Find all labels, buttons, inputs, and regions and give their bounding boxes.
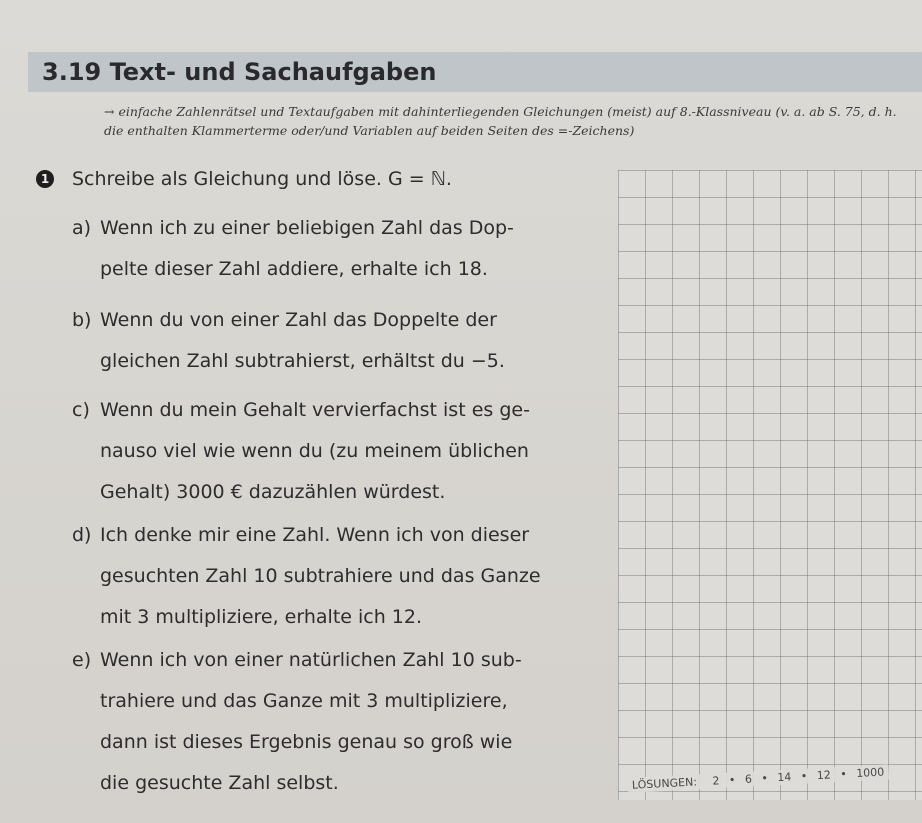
task-item-a	[72, 208, 572, 290]
item-label: d)	[72, 524, 92, 546]
task-item-d	[72, 515, 572, 638]
item-text-line: die gesuchte Zahl selbst.	[100, 772, 339, 794]
item-text-line: Wenn ich zu einer beliebigen Zahl das Dop-	[100, 217, 514, 239]
item-text-line: dann ist dieses Ergebnis genau so groß wie	[100, 731, 513, 753]
section-title	[42, 58, 436, 86]
intro-text: einfache Zahlenrätsel und Textaufgaben mit dahinterliegenden Gleichungen (meist) auf 8.-Klassniveau (v. a. ab S. 75, d. h. die enthalten Klammerterme oder/und Variablen auf beiden Seiten des =-Zeichens)	[104, 104, 897, 138]
item-label: a)	[72, 217, 92, 239]
separator-dot: •	[800, 769, 808, 783]
solution-value: 2	[712, 774, 720, 788]
task-item-c	[72, 390, 572, 513]
item-text-line: gleichen Zahl subtrahierst, erhältst du −5.	[100, 350, 505, 372]
separator-dot: •	[839, 767, 848, 781]
item-label: e)	[72, 649, 92, 671]
item-text-line: gesuchten Zahl 10 subtrahiere und das Ganze	[100, 565, 541, 587]
separator-dot: •	[761, 771, 769, 786]
item-text-line: nauso viel wie wenn du (zu meinem üblichen	[100, 440, 529, 462]
separator-dot: •	[728, 773, 736, 787]
solution-value: 12	[816, 768, 832, 783]
item-text-line: Wenn du mein Gehalt vervierfachst ist es ge-	[100, 399, 530, 421]
solutions-label: LÖSUNGEN:	[631, 775, 698, 792]
item-text-line: trahiere und das Ganze mit 3 multipliziere,	[100, 690, 508, 712]
item-label: c)	[72, 399, 90, 421]
section-title-text: Text- und Sachaufgaben	[109, 58, 437, 86]
item-text-line: Ich denke mir eine Zahl. Wenn ich von dieser	[100, 524, 530, 546]
task-item-b	[72, 300, 572, 382]
item-text-line: Wenn ich von einer natürlichen Zahl 10 sub-	[100, 649, 522, 671]
section-number: 3.19	[42, 58, 102, 86]
task-instruction: Schreibe als Gleichung und löse. G = ℕ.	[72, 168, 452, 190]
item-text-line: pelte dieser Zahl addiere, erhalte ich 18.	[100, 258, 488, 280]
answer-grid	[618, 170, 922, 800]
solution-value: 1000	[855, 765, 885, 781]
task-item-e	[72, 640, 572, 804]
item-text-line: Wenn du von einer Zahl das Doppelte der	[100, 309, 497, 331]
arrow-icon: →	[104, 104, 115, 119]
solution-value: 14	[777, 770, 792, 785]
item-text-line: mit 3 multipliziere, erhalte ich 12.	[100, 606, 423, 628]
item-label: b)	[72, 309, 92, 331]
solution-value: 6	[744, 772, 753, 786]
section-intro	[104, 102, 904, 140]
task-number-badge: 1	[36, 170, 54, 188]
item-text-line: Gehalt) 3000 € dazuzählen würdest.	[100, 481, 446, 503]
